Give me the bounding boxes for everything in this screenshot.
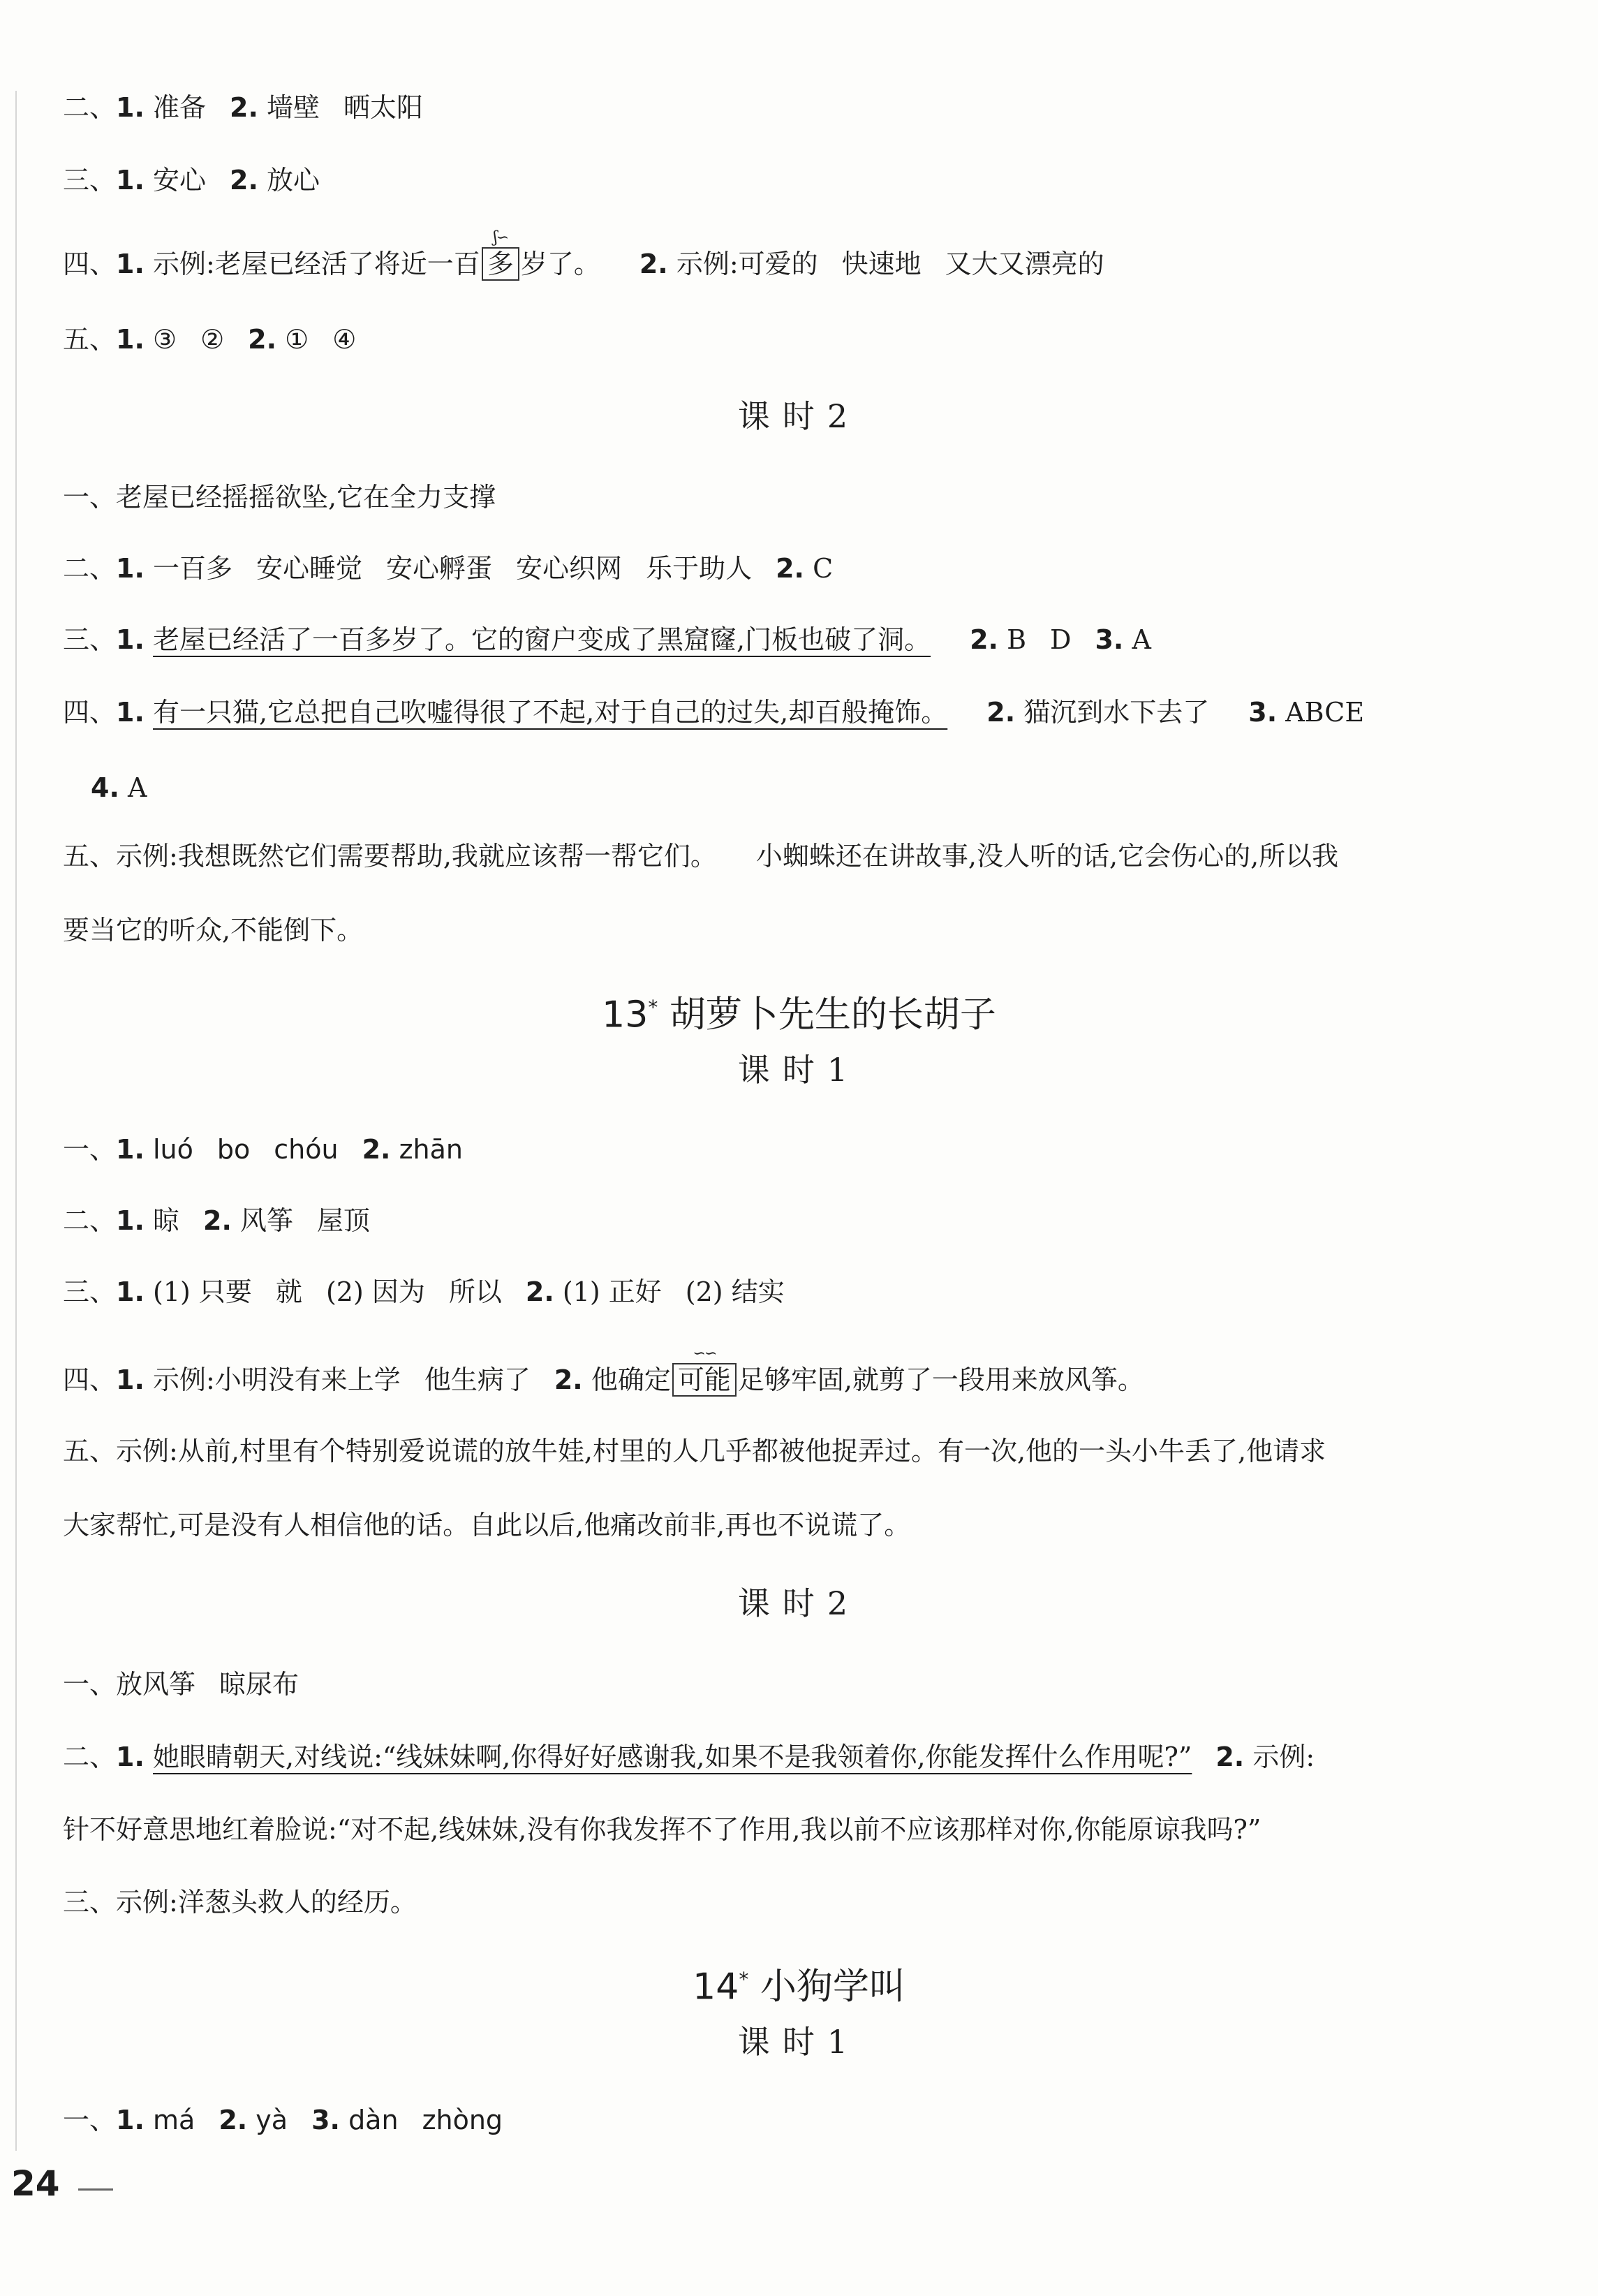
answer-line: 三、示例:洋葱头救人的经历。 bbox=[63, 1887, 417, 1918]
answer-line: 五、示例:从前,村里有个特别爱说谎的放牛娃,村里的人几乎都被他捉弄过。有一次,他的一头小牛丢了,他请求 bbox=[63, 1436, 1326, 1466]
answer-line: 三、1. 安心 2. 放心 bbox=[63, 165, 320, 196]
answer-line: 四、1. 示例:小明没有来上学 他生病了 2. 他确定 ∽∽ 可能 足够牢固,就剪了一段用来放风筝。 bbox=[63, 1345, 1144, 1395]
answer-line: 三、1. (1) 只要 就 (2) 因为 所以 2. (1) 正好 (2) 结实 bbox=[63, 1276, 785, 1307]
insert-mark: ʃ∽ bbox=[493, 229, 508, 246]
insert-mark: ∽∽ bbox=[693, 1345, 716, 1362]
answer-line: 三、1. 老屋已经活了一百多岁了。它的窗户变成了黑窟窿,门板也破了洞。 2. B D 3. A bbox=[63, 624, 1151, 655]
answer-line: 一、1. luó bo chóu 2. zhān bbox=[63, 1134, 463, 1165]
answer-line: 针不好意思地红着脸说:“对不起,线妹妹,没有你我发挥不了作用,我以前不应该那样对你,你能原谅我吗?” bbox=[63, 1814, 1262, 1845]
answer-line: 四、1. 有一只猫,它总把自己吹嘘得很了不起,对于自己的过失,却百般掩饰。 2. 猫沉到水下去了 3. ABCE bbox=[63, 697, 1365, 728]
answer-line: 二、1. 准备 2. 墙壁 晒太阳 bbox=[63, 92, 424, 123]
answer-line: 四、1. 示例:老屋已经活了将近一百 ʃ∽ 多 岁了。 2. 示例:可爱的 快速地 又大又漂亮的 bbox=[63, 229, 1104, 279]
section-heading: 课时2 bbox=[737, 1584, 861, 1622]
section-heading: 课时2 bbox=[737, 397, 861, 435]
correction-box: ∽∽ 可能 bbox=[672, 1363, 737, 1397]
answer-line: 二、1. 她眼睛朝天,对线说:“线妹妹啊,你得好好感谢我,如果不是我领着你,你能发挥什么作用呢?” 2. 示例: bbox=[63, 1742, 1315, 1772]
section-heading: 课时1 bbox=[737, 2023, 861, 2061]
answer-line: 要当它的听众,不能倒下。 bbox=[63, 915, 364, 945]
section-heading: 课时1 bbox=[737, 1051, 861, 1089]
answer-line: 二、1. 晾 2. 风筝 屋顶 bbox=[63, 1205, 371, 1236]
answer-line: 一、放风筝 晾尿布 bbox=[63, 1669, 299, 1700]
page-number: 24 bbox=[11, 2163, 60, 2204]
answer-line: 一、1. má 2. yà 3. dàn zhòng bbox=[63, 2105, 503, 2135]
answer-line: 五、示例:我想既然它们需要帮助,我就应该帮一帮它们。 小蜘蛛还在讲故事,没人听的话,它会伤心的,所以我 bbox=[63, 841, 1339, 871]
answer-line: 大家帮忙,可是没有人相信他的话。自此以后,他痛改前非,再也不说谎了。 bbox=[63, 1510, 911, 1540]
answer-line: 一、老屋已经摇摇欲坠,它在全力支撑 bbox=[63, 482, 496, 513]
answer-line: 二、1. 一百多 安心睡觉 安心孵蛋 安心织网 乐于助人 2. C bbox=[63, 553, 834, 584]
answer-line: 五、1. ③ ② 2. ① ④ bbox=[63, 324, 357, 355]
page-number-dash bbox=[78, 2188, 113, 2191]
lesson-title: 14* 小狗学叫 bbox=[693, 1966, 905, 2008]
lesson-title: 13* 胡萝卜先生的长胡子 bbox=[602, 994, 996, 1036]
correction-box: ʃ∽ 多 bbox=[482, 247, 519, 281]
answer-line: 4. A bbox=[91, 772, 147, 803]
